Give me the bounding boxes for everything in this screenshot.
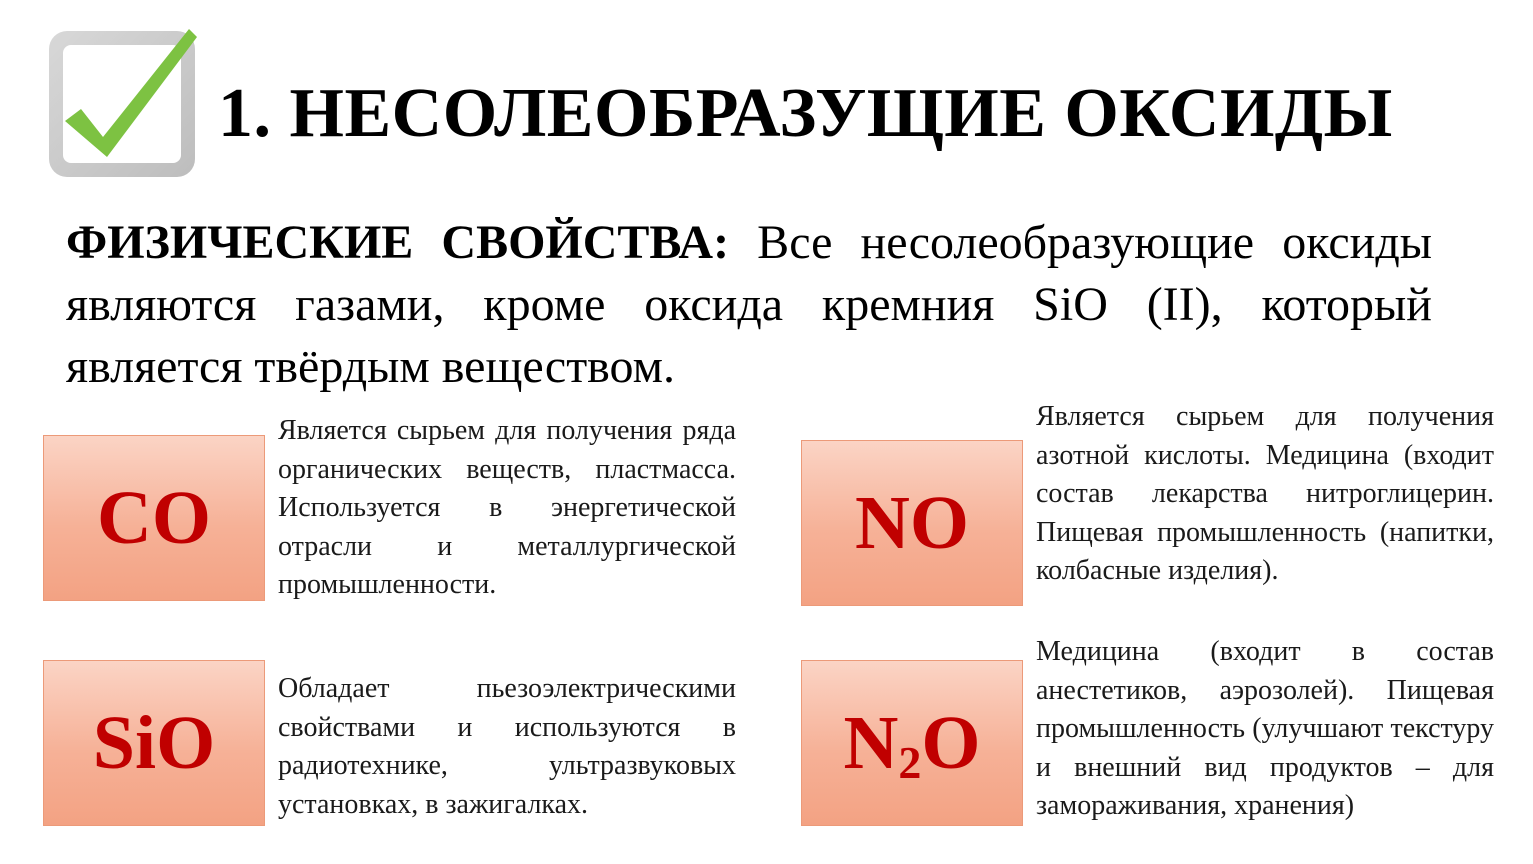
- sio-description: Обладает пьезоэлектрическими свойствами и используются в радиотехнике, ультразвуковых установках, в зажигалках.: [278, 673, 736, 820]
- no-formula-box: [801, 440, 1023, 606]
- sio-formula: SiO: [92, 701, 216, 785]
- n2o-formula-box: [801, 660, 1023, 826]
- physical-properties-paragraph: [66, 212, 1432, 398]
- page-title: 1. НЕСОЛЕОБРАЗУЩИЕ ОКСИДЫ: [218, 75, 1393, 152]
- n2o-formula-o: O: [921, 701, 981, 785]
- checkmark-icon: [47, 29, 197, 179]
- physical-properties-heading: ФИЗИЧЕСКИЕ СВОЙСТВА:: [66, 216, 730, 269]
- n2o-description: Медицина (входит в состав анестетиков, аэрозолей). Пищевая промышленность (улучшают текстуру и внешний вид продуктов – для замораживания, хранения): [1036, 636, 1494, 821]
- no-description: Является сырьем для получения азотной кислоты. Медицина (входит состав лекарства нитроглицерин. Пищевая промышленность (напитки, колбасные изделия).: [1036, 401, 1494, 586]
- n2o-formula-subscript: 2: [898, 737, 922, 788]
- n2o-formula-n: N: [843, 701, 899, 785]
- physical-properties-text: Все несолеобразующие оксиды являются газами, кроме оксида кремния SiO (II), который является твёрдым веществом.: [66, 216, 1433, 393]
- co-formula: CO: [97, 476, 211, 560]
- co-formula-box: [43, 435, 265, 601]
- sio-formula-box: [43, 660, 265, 826]
- no-formula: NO: [855, 481, 969, 565]
- co-description: Является сырьем для получения ряда органических веществ, пластмасса. Используется в энергетической отрасли и металлургической промышленности.: [278, 415, 736, 600]
- n2o-formula: [843, 701, 981, 788]
